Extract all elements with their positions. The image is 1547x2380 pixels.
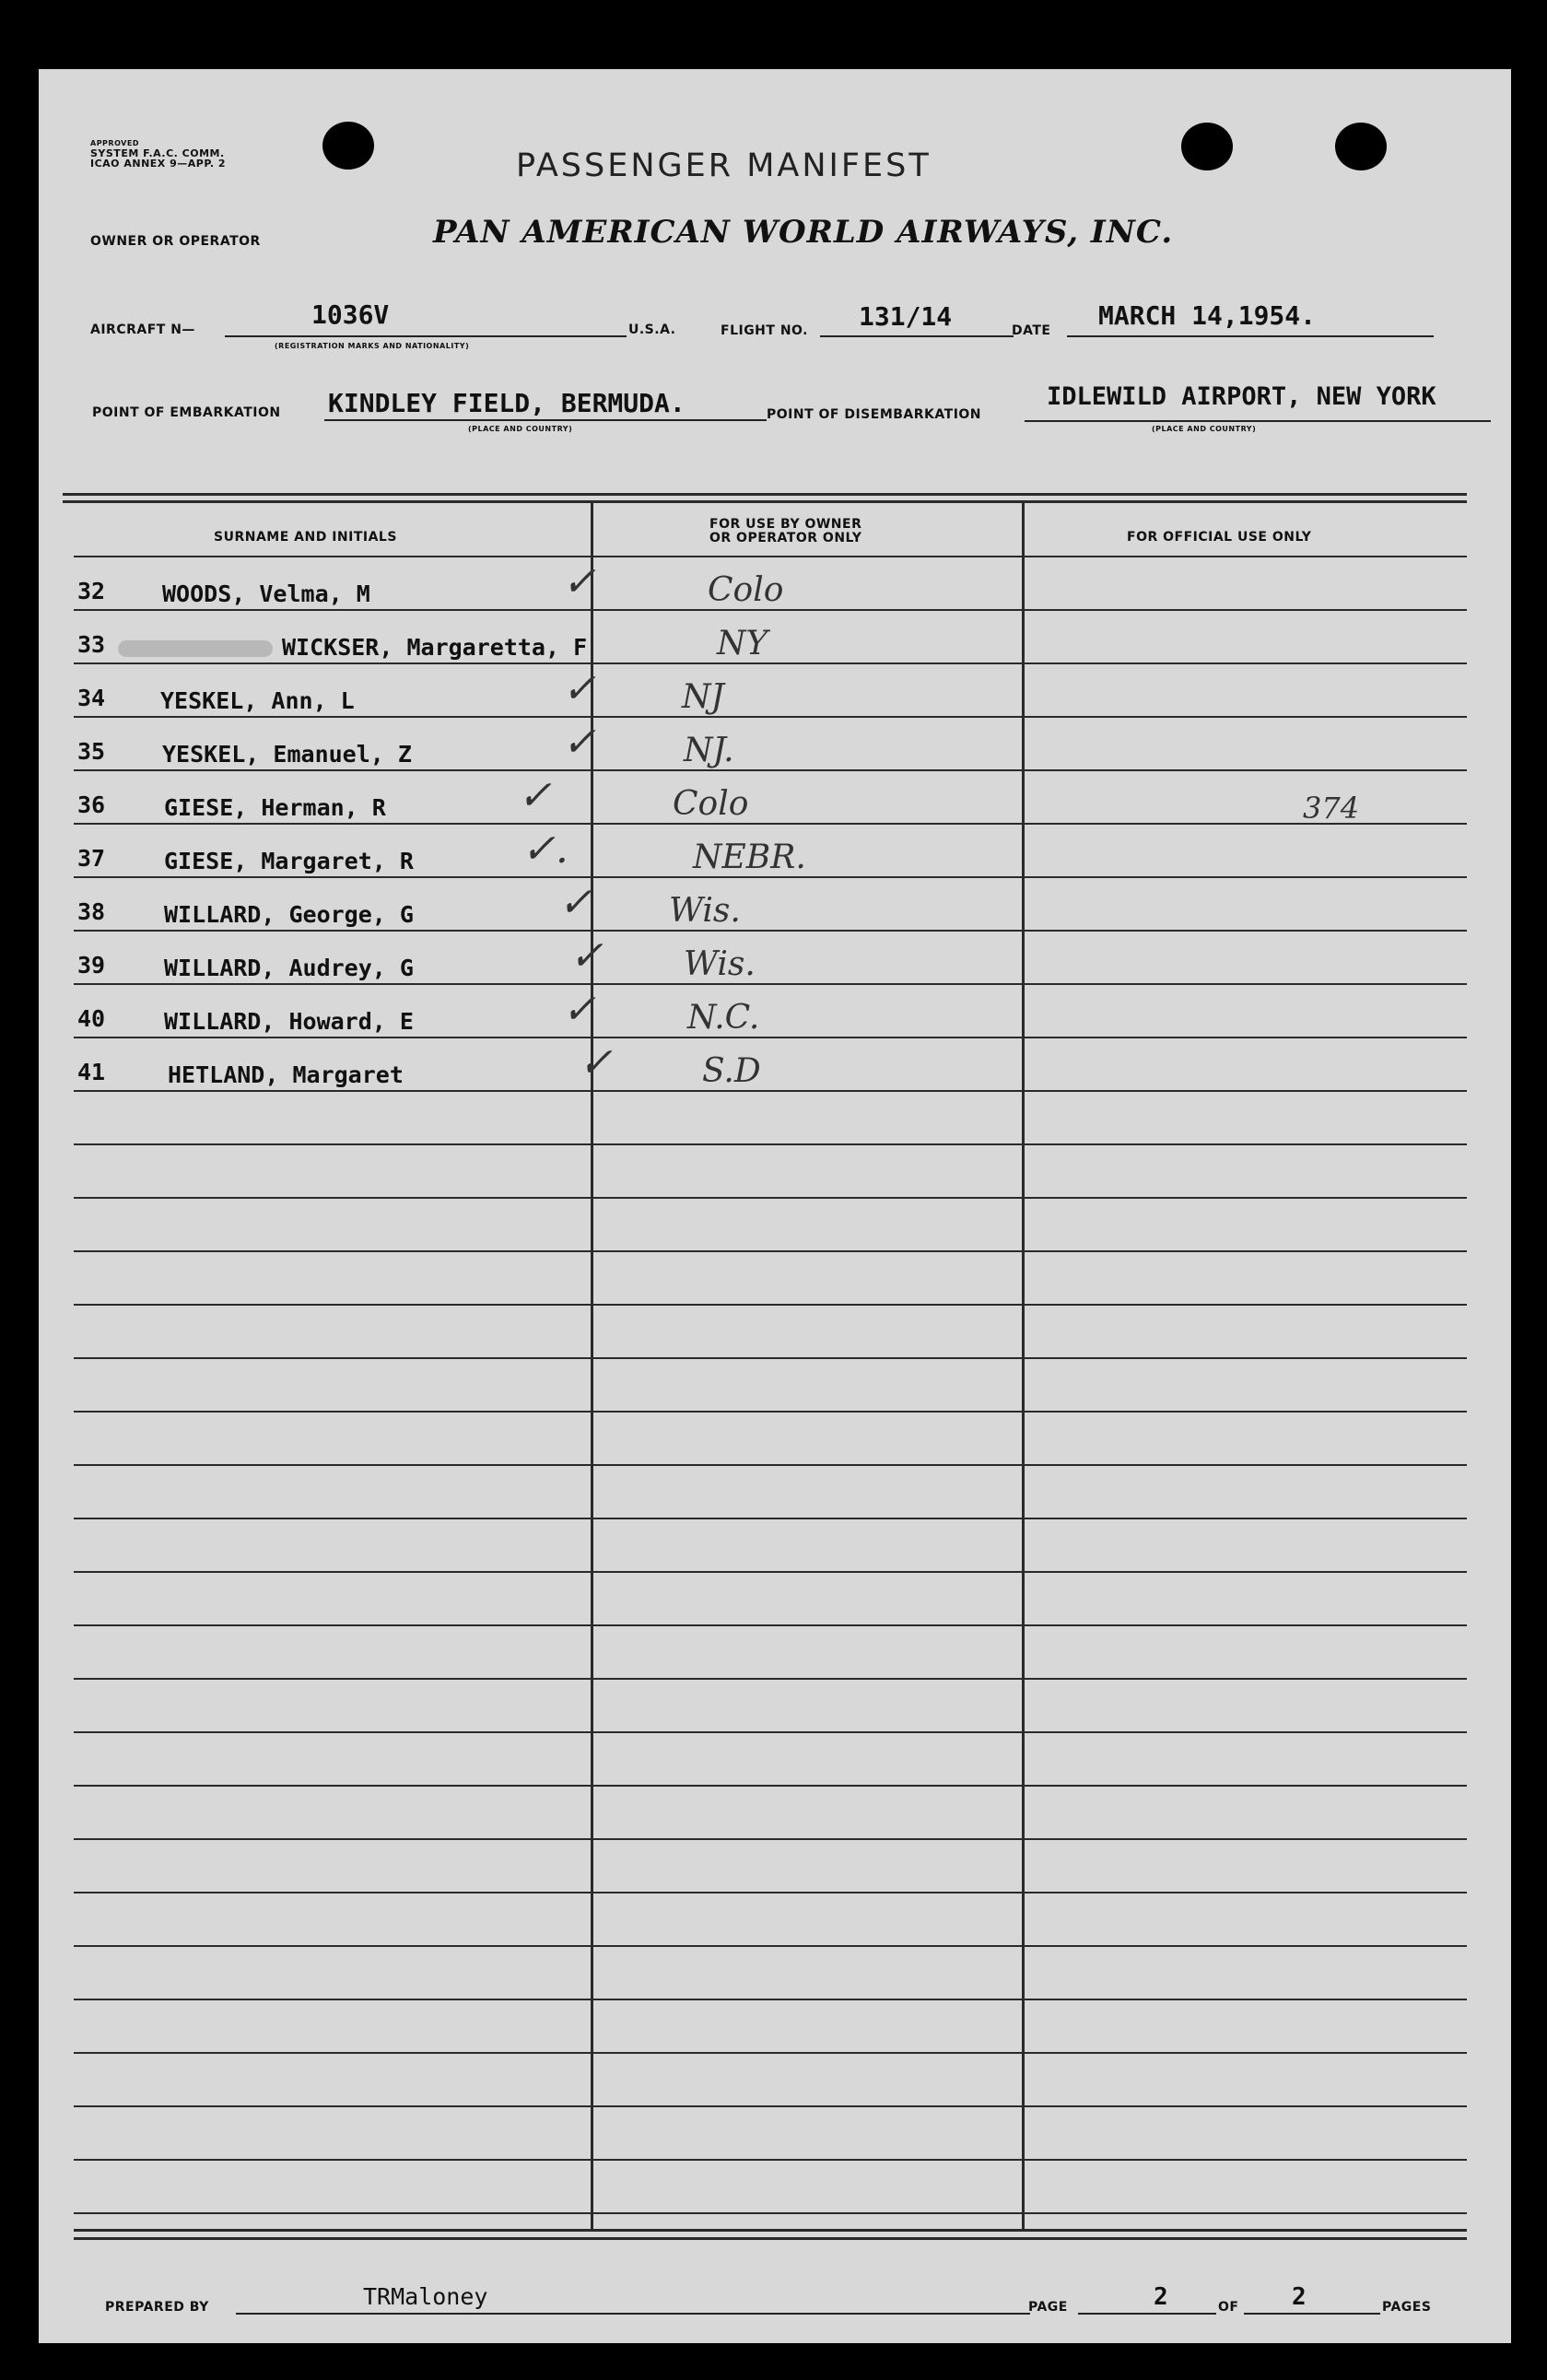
passenger-name: WILLARD, Howard, E — [164, 1008, 414, 1035]
check-mark: ✓ — [518, 772, 552, 819]
aircraft-underline — [225, 335, 627, 337]
row-line — [74, 1945, 1467, 1947]
company-name: PAN AMERICAN WORLD AIRWAYS, INC. — [433, 214, 1174, 251]
check-mark: ✓ — [569, 932, 604, 979]
disembark-underline — [1025, 420, 1491, 422]
row-line — [74, 1357, 1467, 1359]
row-number: 33 — [77, 631, 106, 658]
passenger-name: YESKEL, Ann, L — [160, 687, 355, 714]
row-line — [74, 1304, 1467, 1306]
approval-line-2: SYSTEM F.A.C. COMM. — [90, 147, 225, 159]
row-number: 41 — [77, 1059, 106, 1085]
date-label: DATE — [1012, 323, 1051, 338]
pages-label: PAGES — [1382, 2300, 1432, 2315]
page-number: 2 — [1154, 2283, 1168, 2311]
disembark-label: POINT OF DISEMBARKATION — [767, 407, 982, 422]
redaction-smudge — [118, 640, 273, 657]
punch-hole-right-2 — [1335, 123, 1387, 170]
row-number: 32 — [77, 578, 106, 604]
row-line — [74, 1197, 1467, 1199]
punch-hole-right-1 — [1181, 123, 1233, 170]
table-top-rule-2 — [63, 500, 1467, 503]
of-label: OF — [1218, 2300, 1239, 2315]
row-line — [74, 1571, 1467, 1573]
row-line — [74, 930, 1467, 932]
passenger-name: WICKSER, Margaretta, F — [282, 634, 588, 661]
embark-point: KINDLEY FIELD, BERMUDA. — [328, 388, 686, 418]
check-mark: ✓ — [562, 558, 596, 605]
row-line — [74, 1731, 1467, 1733]
row-line — [74, 1143, 1467, 1145]
row-number: 37 — [77, 845, 106, 872]
row-line — [74, 1999, 1467, 2000]
aircraft-registration: 1036V — [311, 299, 390, 330]
handwritten-state: NJ. — [684, 732, 734, 769]
row-line — [74, 1411, 1467, 1413]
row-line — [74, 2052, 1467, 2054]
row-number: 34 — [77, 685, 106, 711]
flight-date: MARCH 14,1954. — [1098, 300, 1317, 331]
handwritten-state: Wis. — [669, 892, 741, 930]
prepared-by-label: PREPARED BY — [105, 2300, 209, 2315]
row-line — [74, 823, 1467, 825]
passenger-name: WOODS, Velma, M — [162, 580, 370, 607]
row-line — [74, 1250, 1467, 1252]
column-header-owner-use — [709, 518, 861, 545]
flight-underline — [820, 335, 1014, 337]
aircraft-caption: (REGISTRATION MARKS AND NATIONALITY) — [275, 342, 470, 350]
check-mark: ✓ — [562, 665, 596, 712]
row-number: 40 — [77, 1005, 106, 1032]
owner-label: OWNER OR OPERATOR — [90, 234, 261, 249]
passenger-name: GIESE, Margaret, R — [164, 848, 414, 874]
row-line — [74, 2105, 1467, 2107]
check-mark: ✓ — [579, 1039, 613, 1086]
row-line — [74, 1785, 1467, 1787]
punch-hole-left — [322, 122, 374, 170]
row-line — [74, 2212, 1467, 2214]
column-header-surname: SURNAME AND INITIALS — [214, 530, 397, 545]
handwritten-state: S.D — [702, 1052, 761, 1090]
row-line — [74, 769, 1467, 771]
table-bottom-rule-2 — [74, 2237, 1467, 2240]
column-divider-2 — [1022, 503, 1025, 2231]
flight-label: FLIGHT NO. — [721, 323, 808, 338]
of-underline — [1244, 2313, 1380, 2315]
embark-label: POINT OF EMBARKATION — [92, 405, 281, 420]
disembark-point: IDLEWILD AIRPORT, NEW YORK — [1047, 382, 1436, 411]
row-number: 39 — [77, 952, 106, 979]
total-pages: 2 — [1292, 2283, 1307, 2311]
aircraft-label: AIRCRAFT N— — [90, 322, 195, 337]
page-title: PASSENGER MANIFEST — [516, 147, 932, 184]
row-number: 38 — [77, 898, 106, 925]
passenger-name: HETLAND, Margaret — [168, 1061, 404, 1088]
approval-line-3: ICAO ANNEX 9—APP. 2 — [90, 158, 227, 170]
check-mark: ✓. — [522, 826, 568, 873]
check-mark: ✓ — [562, 986, 596, 1033]
row-number: 35 — [77, 738, 106, 765]
row-line — [74, 716, 1467, 718]
row-line — [74, 1678, 1467, 1680]
prepared-by-signature: TRMaloney — [363, 2283, 488, 2310]
row-line — [74, 1838, 1467, 1840]
handwritten-state: NJ — [682, 678, 724, 716]
handwritten-state: Colo — [708, 571, 784, 609]
row-line — [74, 876, 1467, 878]
row-number: 36 — [77, 791, 106, 818]
row-line — [74, 1518, 1467, 1519]
row-line — [74, 662, 1467, 664]
embark-underline — [324, 419, 767, 421]
check-mark: ✓ — [562, 719, 596, 766]
row-line — [74, 556, 1467, 557]
owner-use-line-2: OR OPERATOR ONLY — [709, 531, 862, 545]
official-note: 374 — [1303, 791, 1360, 826]
row-line — [74, 1464, 1467, 1466]
page-underline — [1078, 2313, 1216, 2315]
owner-use-line-1: FOR USE BY OWNER — [709, 517, 862, 532]
passenger-name: WILLARD, George, G — [164, 901, 414, 928]
date-underline — [1067, 335, 1434, 337]
row-line — [74, 1892, 1467, 1893]
embark-caption: (PLACE AND COUNTRY) — [468, 425, 573, 433]
passenger-name: GIESE, Herman, R — [164, 794, 386, 821]
page-label: PAGE — [1028, 2300, 1068, 2315]
row-line — [74, 1624, 1467, 1626]
column-header-official-use: FOR OFFICIAL USE ONLY — [1127, 530, 1312, 545]
handwritten-state: NY — [717, 625, 768, 662]
passenger-name: YESKEL, Emanuel, Z — [162, 741, 412, 768]
handwritten-state: N.C. — [687, 999, 760, 1037]
row-line — [74, 1037, 1467, 1038]
handwritten-state: Wis. — [684, 945, 756, 983]
handwritten-state: Colo — [673, 785, 749, 823]
check-mark: ✓ — [558, 879, 592, 926]
passenger-name: WILLARD, Audrey, G — [164, 955, 414, 981]
usa-label: U.S.A. — [628, 322, 676, 337]
disembark-caption: (PLACE AND COUNTRY) — [1152, 425, 1257, 433]
row-line — [74, 1090, 1467, 1092]
approval-stamp — [90, 138, 226, 169]
prepared-by-underline — [236, 2313, 1030, 2315]
table-top-rule-1 — [63, 493, 1467, 496]
handwritten-state: NEBR. — [693, 838, 806, 876]
table-bottom-rule-1 — [74, 2229, 1467, 2232]
flight-number: 131/14 — [859, 301, 953, 332]
approval-line-1: APPROVED — [90, 139, 139, 147]
row-line — [74, 609, 1467, 611]
row-line — [74, 2159, 1467, 2161]
row-line — [74, 983, 1467, 985]
